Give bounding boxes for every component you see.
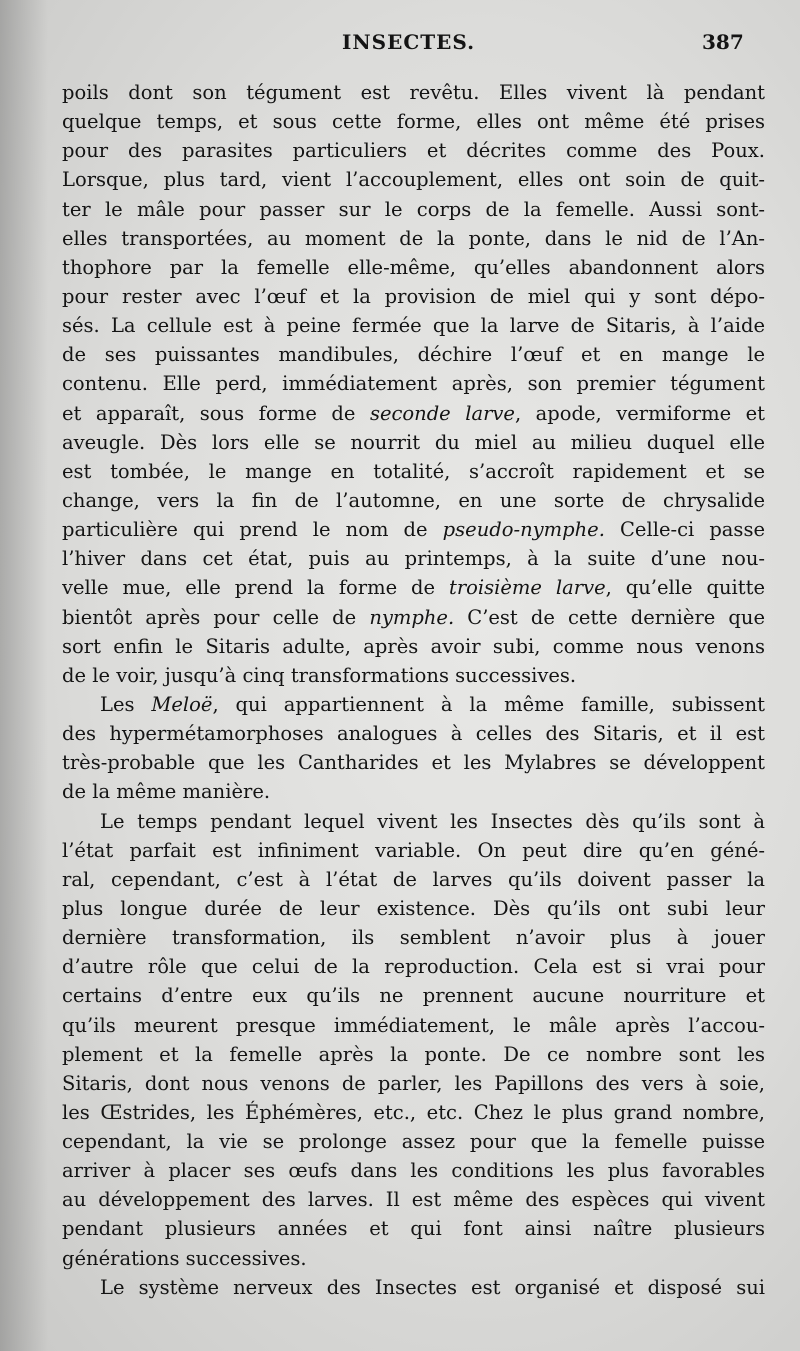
italic-term: pseudo-nymphe. [442,518,605,542]
text-segment: ter le mâle pour passer sur le corps de la femelle. Aussi sont- [62,197,765,221]
text-line [62,719,765,748]
text-line [62,253,765,282]
text-line [62,661,765,690]
text-line [62,107,765,136]
text-line [62,369,765,398]
text-segment: Celle-ci passe [604,518,765,542]
text-line [62,311,765,340]
text-line [62,952,765,981]
text-line [62,1244,765,1273]
text-segment: l’hiver dans cet état, puis au printemps, à la suite d’une nou- [62,547,765,571]
body-text [62,78,765,1302]
text-line [62,282,765,311]
text-segment: de le voir, jusqu’à cinq transformations successives. [62,663,577,687]
text-line [62,573,765,602]
text-segment: sort enfin le Sitaris adulte, après avoir subi, comme nous venons [62,634,765,658]
text-line [62,1273,765,1302]
text-line [62,1011,765,1040]
text-segment: Les [100,692,152,716]
text-segment: et apparaît, sous forme de [62,401,370,425]
text-segment: de la même manière. [62,780,271,804]
text-line [62,486,765,515]
italic-term: Meloë [151,692,213,716]
text-segment: certains d’entre eux qu’ils ne prennent aucune nourriture et [62,984,765,1008]
text-segment: poils dont son tégument est revêtu. Elles vivent là pendant [62,81,765,104]
text-line [62,136,765,165]
running-head [0,30,800,60]
text-segment: des hypermétamorphoses analogues à celles des Sitaris, et il est [62,722,765,746]
text-line [62,865,765,894]
text-line [62,428,765,457]
text-segment: les Œstrides, les Éphémères, etc., etc. Chez le plus grand nombre, [62,1100,765,1124]
text-line [62,515,765,544]
text-line [62,544,765,573]
text-segment: plus longue durée de leur existence. Dès qu’ils ont subi leur [62,896,765,920]
text-segment: arriver à placer ses œufs dans les conditions les plus favorables [62,1159,765,1183]
text-segment: cependant, la vie se prolonge assez pour que la femelle puisse [62,1130,765,1154]
text-segment: ral, cependant, c’est à l’état de larves qu’ils doivent passer la [62,867,765,891]
text-segment: particulière qui prend le nom de [62,518,443,542]
italic-term: nymphe. [369,605,455,629]
text-segment: thophore par la femelle elle-même, qu’elles abandonnent alors [62,255,765,279]
text-line [62,777,765,806]
text-segment: pour des parasites particuliers et décrites comme des Poux. [62,139,765,163]
text-segment: qu’ils meurent presque immédiatement, le mâle après l’accou- [62,1013,765,1037]
text-line [62,457,765,486]
text-line [62,894,765,923]
text-segment: , qu’elle quitte [605,576,765,600]
text-line [62,224,765,253]
text-line [62,603,765,632]
text-segment: d’autre rôle que celui de la reproduction. Cela est si vrai pour [62,955,765,979]
italic-term: seconde larve [369,401,515,425]
text-line [62,1127,765,1156]
text-segment: très-probable que les Cantharides et les Mylabres se développent [62,751,765,775]
text-segment: Le système nerveux des Insectes est organisé et disposé sui [100,1275,765,1299]
text-segment: générations successives. [62,1246,307,1270]
text-segment: , qui appartiennent à la même famille, subissent [212,692,765,716]
text-segment: pendant plusieurs années et qui font ainsi naître plusieurs [62,1217,765,1241]
text-line [62,399,765,428]
text-line [62,340,765,369]
text-segment: elles transportées, au moment de la ponte, dans le nid de l’An- [62,226,765,250]
text-line [62,807,765,836]
text-segment: Sitaris, dont nous venons de parler, les Papillons des vers à soie, [62,1071,765,1095]
text-segment: change, vers la fin de l’automne, en une sorte de chrysalide [62,488,765,512]
text-segment: de ses puissantes mandibules, déchire l’œuf et en mange le [62,343,765,367]
text-line [62,1040,765,1069]
text-segment: aveugle. Dès lors elle se nourrit du miel au milieu duquel elle [62,430,765,454]
text-segment: sés. La cellule est à peine fermée que la larve de Sitaris, à l’aide [62,314,765,338]
text-line [62,690,765,719]
text-segment: l’état parfait est infiniment variable. On peut dire qu’en géné- [62,838,765,862]
text-segment: , apode, vermiforme et [514,401,765,425]
page-number: 387 [702,30,744,54]
text-segment: plement et la femelle après la ponte. De ce nombre sont les [62,1042,765,1066]
text-line [62,632,765,661]
text-line [62,748,765,777]
text-line [62,165,765,194]
text-segment: velle mue, elle prend la forme de [62,576,450,600]
text-segment: est tombée, le mange en totalité, s’accroît rapidement et se [62,459,765,483]
text-segment: contenu. Elle perd, immédiatement après, son premier tégument [62,372,765,396]
text-line [62,1214,765,1243]
text-segment: pour rester avec l’œuf et la provision de miel qui y sont dépo- [62,284,765,308]
spine-shadow [0,0,48,1351]
text-segment: Le temps pendant lequel vivent les Insectes dès qu’ils sont à [100,809,765,833]
text-line [62,981,765,1010]
text-line [62,1156,765,1185]
text-line [62,923,765,952]
text-segment: quelque temps, et sous cette forme, elles ont même été prises [62,110,765,134]
text-segment: Lorsque, plus tard, vient l’accouplement, elles ont soin de quit- [62,168,765,192]
text-line [62,1098,765,1127]
text-segment: dernière transformation, ils semblent n’avoir plus à jouer [62,926,765,950]
text-line [62,78,765,107]
running-title: INSECTES. [342,30,476,54]
text-line [62,1069,765,1098]
text-segment: bientôt après pour celle de [62,605,370,629]
text-line [62,836,765,865]
text-line [62,1185,765,1214]
text-line [62,195,765,224]
text-segment: C’est de cette dernière que [454,605,765,629]
text-segment: au développement des larves. Il est même des espèces qui vivent [62,1188,765,1212]
italic-term: troisième larve [449,576,606,600]
